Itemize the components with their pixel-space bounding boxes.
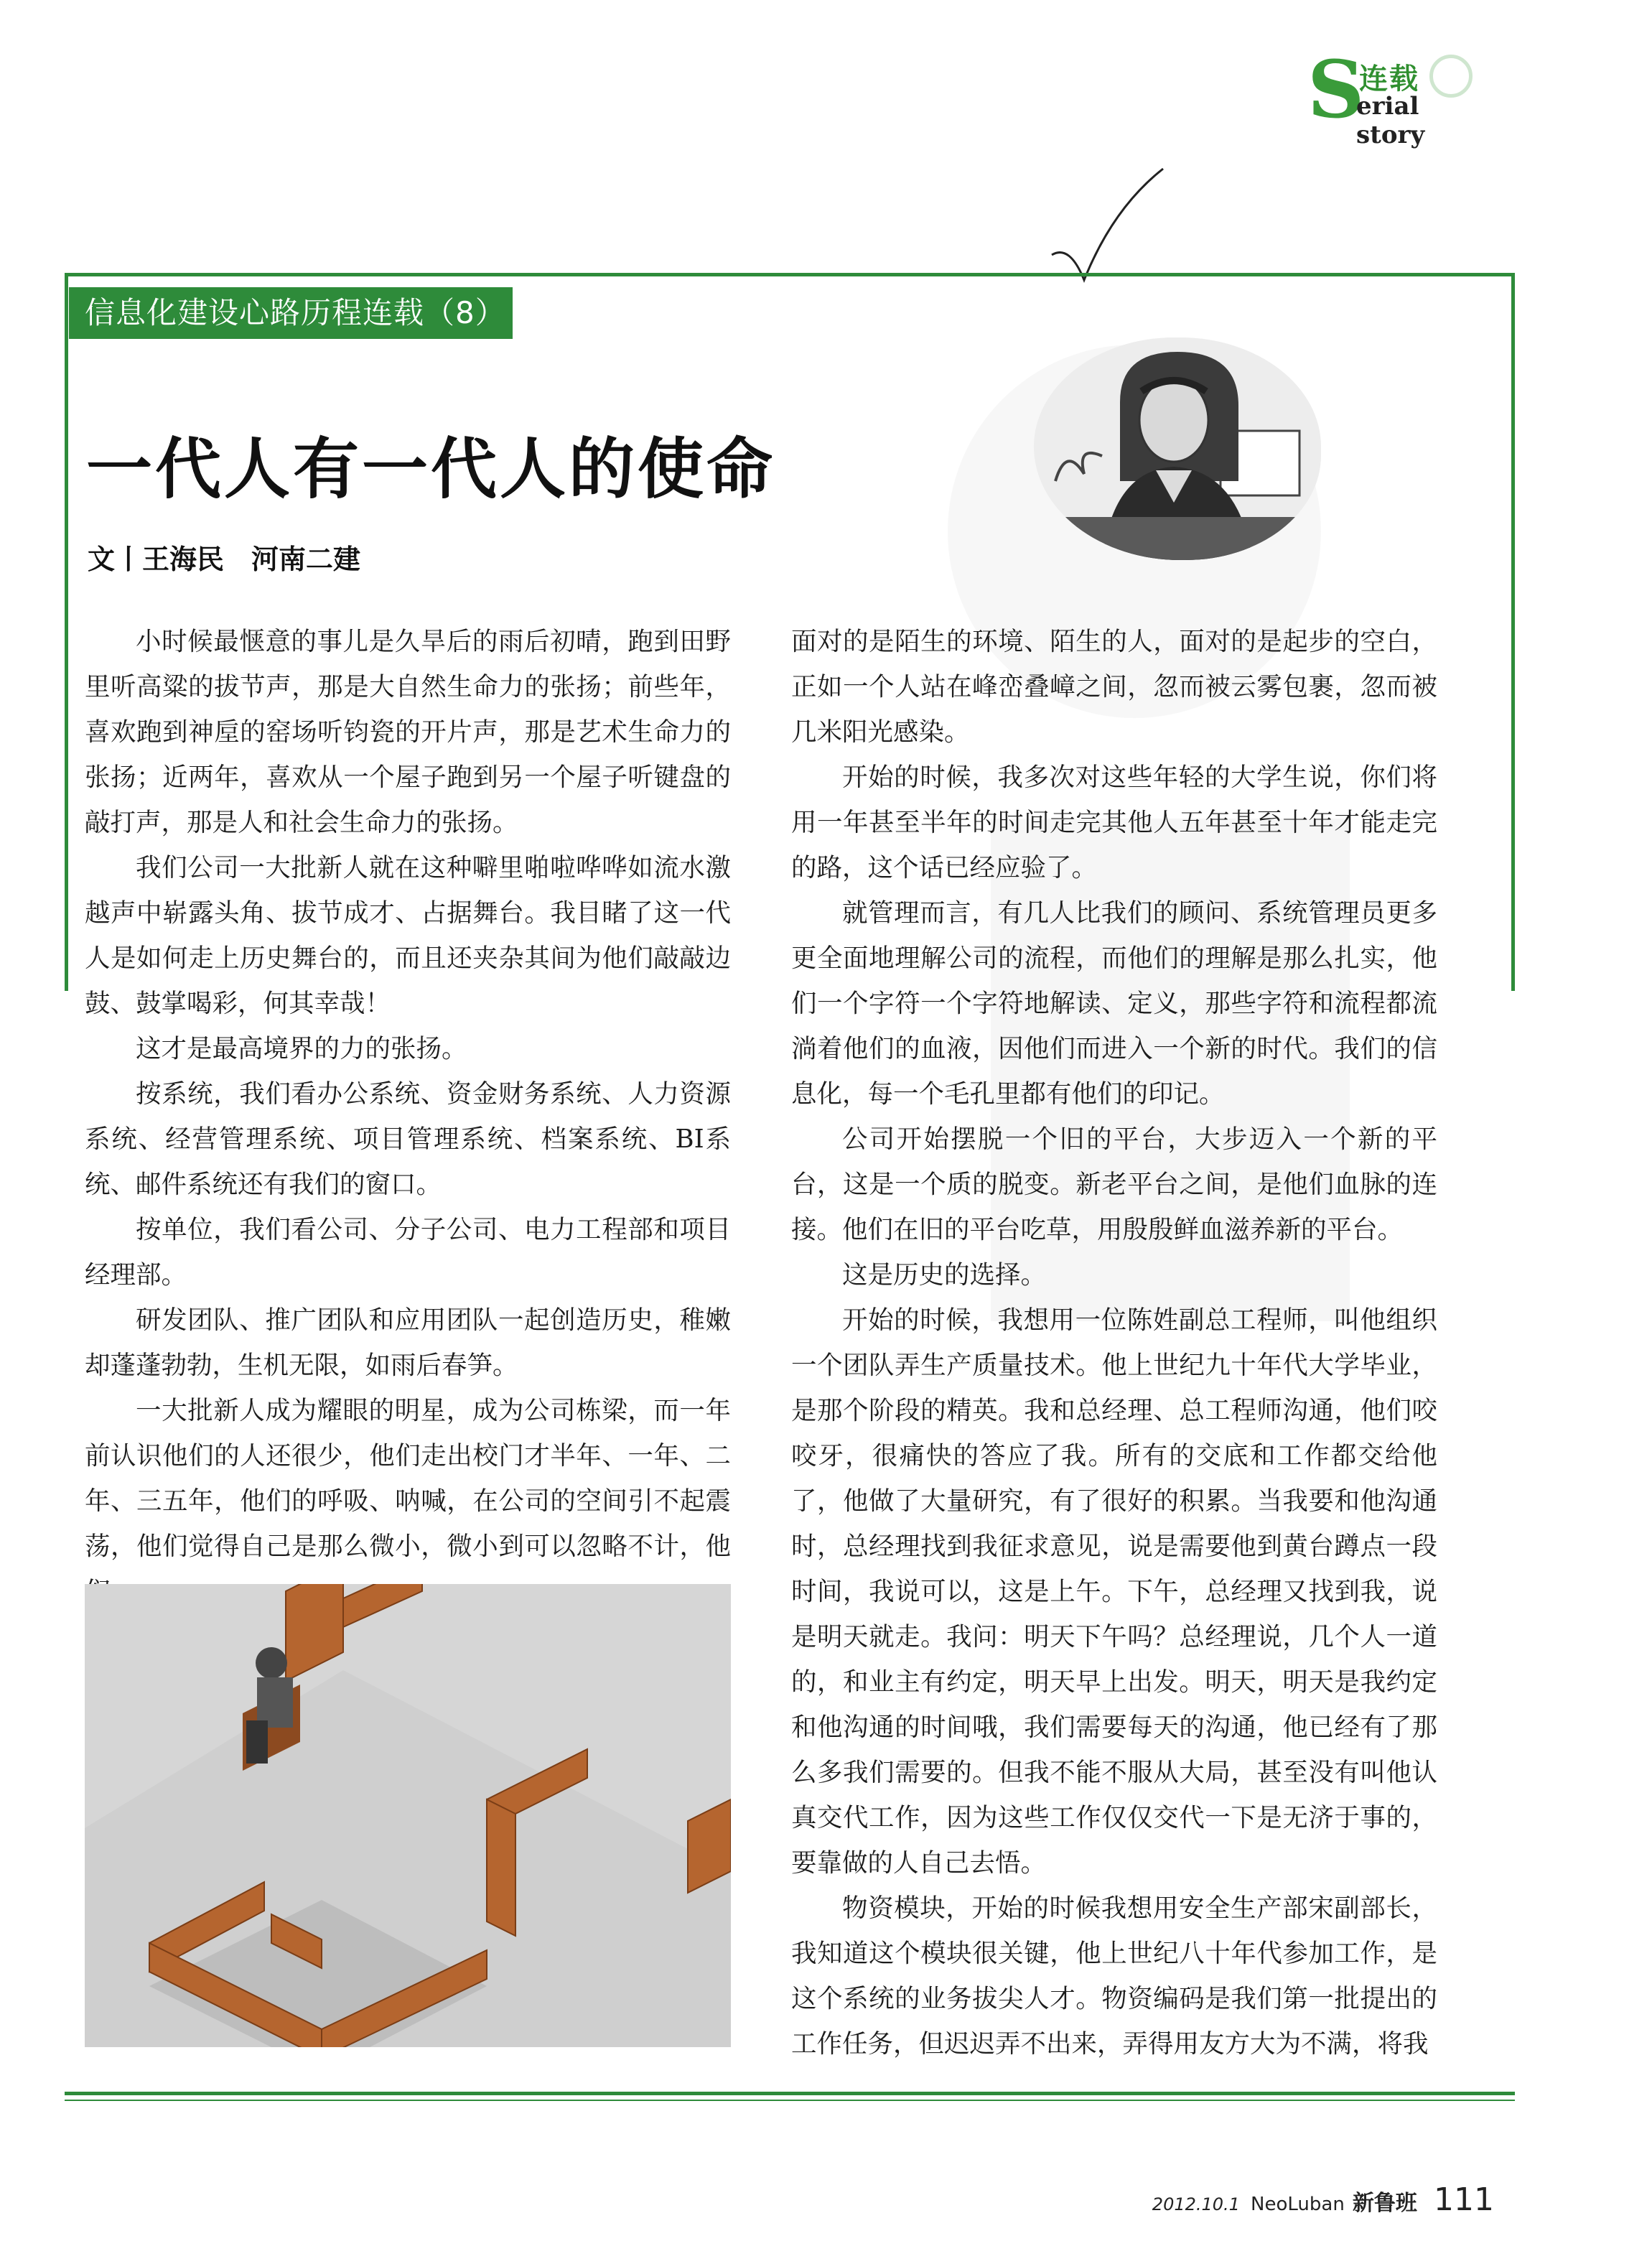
- paragraph: 研发团队、推广团队和应用团队一起创造历史，稚嫩却蓬蓬勃勃，生机无限，如雨后春笋。: [85, 1305, 731, 1380]
- logo-decoration-icon: [1429, 55, 1473, 98]
- serial-story-logo: [1307, 43, 1494, 149]
- right-column: [791, 619, 1437, 2067]
- series-tag: 信息化建设心路历程连载（8）: [69, 287, 513, 339]
- left-column: [85, 619, 731, 1614]
- paragraph: 开始的时候，我想用一位陈姓副总工程师，叫他组织一个团队弄生产质量技术。他上世纪九十年代大学毕业，是那个阶段的精英。我和总经理、总工程师沟通，他们咬咬牙，很痛快的答应了我。所有的交底和工作都交给他了，他做了大量研究，有了很好的积累。当我要和他沟通时，总经理找到我征求意见，说是需要他到黄台蹲点一段时间，我说可以，这是上午。下午，总经理又找到我，说是明天就走。我问：明天下午吗？总经理说，几个人一道的，和业主有约定，明天早上出发。明天，明天是我约定和他沟通的时间哦，我们需要每天的沟通，他已经有了那么多我们需要的。但我不能不服从大局，甚至没有叫他认真交代工作，因为这些工作仅仅交代一下是无济于事的，要靠做的人自己去悟。: [791, 1305, 1437, 1878]
- paragraph: 这才是最高境界的力的张扬。: [136, 1034, 467, 1063]
- logo-letter: S: [1307, 43, 1365, 136]
- paragraph: 我们公司一大批新人就在这种噼里啪啦哗哗如流水激越声中崭露头角、拔节成才、占据舞台。我目睹了这一代人是如何走上历史舞台的，而且还夹杂其间为他们敲敲边鼓、鼓掌喝彩，何其幸哉！: [85, 853, 731, 1018]
- issue-date: 2012.10.1: [1152, 2194, 1240, 2214]
- portrait-image: [1034, 337, 1321, 560]
- paragraph: 小时候最惬意的事儿是久旱后的雨后初晴，跑到田野里听高粱的拔节声，那是大自然生命力的张扬；前些年，喜欢跑到神垕的窑场听钧瓷的开片声，那是艺术生命力的张扬；近两年，喜欢从一个屋子跑到另一个屋子听键盘的敲打声，那是人和社会生命力的张扬。: [85, 627, 731, 837]
- paragraph: 一大批新人成为耀眼的明星，成为公司栋梁，而一年前认识他们的人还很少，他们走出校门才半年、一年、二年、三五年，他们的呼吸、呐喊，在公司的空间引不起震荡，他们觉得自己是那么微小，微小到可以忽略不计，他: [85, 1396, 731, 1561]
- logo-chinese-label: 连载: [1359, 62, 1419, 96]
- paragraph: 面对的是陌生的环境、陌生的人，面对的是起步的空白，正如一个人站在峰峦叠嶂之间，忽而被云雾包裹，忽而被几米阳光感染。: [791, 627, 1437, 747]
- bottom-rule-thin: [65, 2100, 1515, 2101]
- paragraph: 开始的时候，我多次对这些年轻的大学生说，你们将用一年甚至半年的时间走完其他人五年甚至十年才能走完的路，这个话已经应验了。: [791, 763, 1437, 882]
- logo-english-label: erial story: [1356, 92, 1425, 149]
- author-portrait: [1034, 337, 1321, 560]
- brick-wall-illustration: [85, 1584, 731, 2047]
- article-byline: 文丨王海民 河南二建: [88, 543, 361, 575]
- page-footer: [1152, 2181, 1494, 2218]
- paragraph: 物资模块，开始的时候我想用安全生产部宋副部长，我知道这个模块很关键，他上世纪八十年代参加工作，是这个系统的业务拔尖人才。物资编码是我们第一批提出的工作任务，但迟迟弄不出来，弄得用友方大为不满，将我: [791, 1893, 1437, 2059]
- paragraph: 按单位，我们看公司、分子公司、电力工程部和项目经理部。: [85, 1215, 731, 1290]
- page-number: 111: [1434, 2181, 1494, 2218]
- bottom-rule: [65, 2092, 1515, 2095]
- paragraph: 按系统，我们看办公系统、资金财务系统、人力资源系统、经营管理系统、项目管理系统、档案系统、BI系统、邮件系统还有我们的窗口。: [85, 1079, 731, 1199]
- paragraph: 公司开始摆脱一个旧的平台，大步迈入一个新的平台，这是一个质的脱变。新老平台之间，是他们血脉的连接。他们在旧的平台吃草，用殷殷鲜血滋养新的平台。: [791, 1124, 1437, 1244]
- paragraph: 就管理而言，有几人比我们的顾问、系统管理员更多更全面地理解公司的流程，而他们的理解是那么扎实，他们一个字符一个字符地解读、定义，那些字符和流程都流淌着他们的血液，因他们而进入一个新的时代。我们的信息化，每一个毛孔里都有他们的印记。: [791, 898, 1437, 1109]
- magazine-brand-cn: 新鲁班: [1352, 2191, 1417, 2216]
- magazine-brand: NeoLuban: [1251, 2194, 1345, 2215]
- paragraph: 这是历史的选择。: [842, 1260, 1047, 1290]
- article-title: 一代人有一代人的使命: [86, 431, 776, 508]
